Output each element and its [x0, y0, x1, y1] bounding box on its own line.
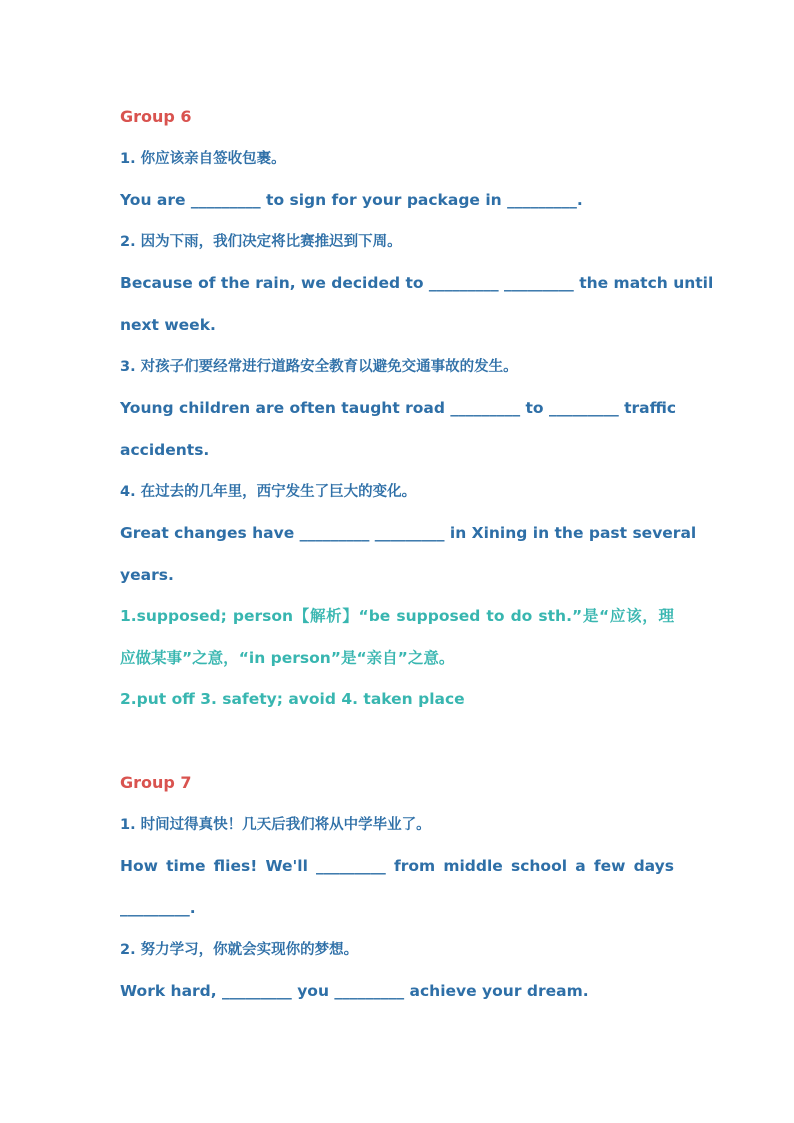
group-6-q3-chinese: 3. 对孩子们要经常进行道路安全教育以避免交通事故的发生。: [120, 359, 518, 375]
group-7-q2-english: Work hard, _________ you _________ achieve your dream.: [120, 982, 589, 1000]
group-7-q1-english-line1: How time flies! We'll _________ from middle school a few days: [120, 857, 674, 875]
group-7-q1-chinese: 1. 时间过得真快！几天后我们将从中学毕业了。: [120, 817, 431, 833]
group-6-answer-line2: 应做某事”之意，“in person”是“亲自”之意。: [120, 649, 455, 667]
group-6-heading: Group 6: [120, 107, 192, 126]
group-6-q4-chinese: 4. 在过去的几年里，西宁发生了巨大的变化。: [120, 484, 417, 500]
group-7-q2-chinese: 2. 努力学习，你就会实现你的梦想。: [120, 942, 359, 958]
group-6-answer-line3: 2.put off 3. safety; avoid 4. taken place: [120, 690, 465, 708]
group-6-q4-english-line1: Great changes have _________ _________ in Xining in the past several: [120, 524, 697, 542]
group-6-q2-english-line1: Because of the rain, we decided to _________ _________ the match until: [120, 274, 714, 292]
group-6-q1-english: You are _________ to sign for your package in _________.: [120, 191, 583, 209]
group-7-q1-english-line2: _________.: [120, 899, 196, 917]
group-6-q4-english-line2: years.: [120, 566, 174, 584]
group-7-heading: Group 7: [120, 773, 192, 792]
group-6-answer-line1: 1.supposed; person【解析】“be supposed to do sth.”是“应该，理: [120, 607, 674, 625]
group-6-q2-chinese: 2. 因为下雨，我们决定将比赛推迟到下周。: [120, 234, 402, 250]
group-6-q1-chinese: 1. 你应该亲自签收包裹。: [120, 151, 286, 167]
group-6-q3-english-line2: accidents.: [120, 441, 210, 459]
group-6-q3-english-line1: Young children are often taught road _________ to _________ traffic: [120, 399, 677, 417]
group-6-q2-english-line2: next week.: [120, 316, 216, 334]
